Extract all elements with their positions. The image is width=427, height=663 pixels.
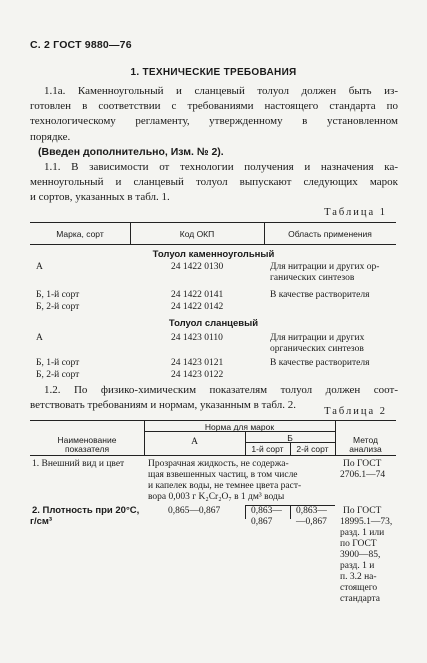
paragraph-line: и сортов, указанных в табл. 1. [30,191,170,204]
table-row-value: и капелек воды, не темнее цвета раст- [148,481,302,491]
table-1-caption: Таблица 1 [324,207,387,218]
paragraph-line: менноугольный и сланцевый толуол выпускают следующих марок [30,176,398,189]
table-row-method: разд. 1 и [340,561,375,571]
section-title: 1. ТЕХНИЧЕСКИЕ ТРЕБОВАНИЯ [130,67,297,78]
table-row-value-b2: —0,867 [296,517,327,527]
table-row-value-b1: 0,867 [251,517,273,527]
table-row-code: 24 1422 0130 [171,262,224,272]
table-1-group-coal: Толуол каменноугольный [152,249,275,260]
table-row-method: по ГОСТ [340,539,377,549]
table-row-code: 24 1422 0141 [171,290,224,300]
table-2-header-b: Б [287,433,293,443]
table-row-value-b2: 0,863— [296,506,327,516]
paragraph-1-1 [30,160,398,206]
table-2-header-a: А [191,437,198,447]
table-row-method: п. 3.2 на- [340,572,377,582]
table-row-use: В качестве растворителя [270,358,370,368]
table-row-value: щая взвешенных частиц, в том числе [148,470,298,480]
table-2-header-name: показателя [64,444,110,454]
table-rule [30,244,396,245]
table-divider [245,505,246,519]
table-2-header-method: анализа [349,444,382,454]
table-row-method: разд. 1 или [340,528,385,538]
table-row-grade: А [36,262,43,272]
table-row-name: 1. Внешний вид и цвет [32,459,125,469]
paragraph-line: готовлен в соответствии с требованиями настоящего стандарта по [30,100,398,113]
table-1-header-use: Область применения [288,229,372,239]
page-header: С. 2 ГОСТ 9880—76 [30,39,132,51]
table-rule [30,222,396,223]
table-row-code: 24 1423 0110 [171,333,223,343]
paragraph-1-1a [30,84,398,145]
introduced-note: (Введен дополнительно, Изм. № 2). [38,146,224,158]
paragraph-line: ветствовать требованиям и нормам, указанным в табл. 2. [30,399,296,412]
table-row-use: органических синтезов [270,344,364,354]
table-row-method: По ГОСТ [343,459,382,469]
table-row-use: Для нитрации и других [270,333,365,343]
table-row-value-b1: 0,863— [251,506,282,516]
table-row-grade: Б, 1-й сорт [36,358,80,368]
table-row-value: Прозрачная жидкость, не содержа- [148,459,289,469]
table-rule [30,420,396,421]
table-row-method: стандарта [340,594,380,604]
table-row-value: вора 0,003 г K₂Cr₂O₇ в 1 дм³ воды [148,492,285,502]
table-2-header-b1: 1-й сорт [251,444,284,454]
table-row-grade: А [36,333,43,343]
table-row-code: 24 1423 0122 [171,370,224,380]
table-row-method: 3900—85, [340,550,381,560]
table-row-name: г/см³ [30,516,53,527]
table-2-header-norm: Норма для марок [204,422,275,432]
table-row-use: В качестве растворителя [270,290,370,300]
paragraph-line: порядке. [30,130,71,143]
paragraph-line: 1.1. В зависимости от технологии получения и назначения ка- [44,161,398,173]
table-1-header-code: Код ОКП [179,229,215,239]
table-row-name: 2. Плотность при 20°С, [32,505,140,516]
table-row-method: 18995.1—73, [340,517,393,527]
table-row-method: стоящего [340,583,378,593]
table-row-use: ганических синтезов [270,273,355,283]
table-row-code: 24 1423 0121 [171,358,224,368]
table-row-grade: Б, 2-й сорт [36,370,80,380]
table-row-use: Для нитрации и других ор- [270,262,380,272]
table-row-code: 24 1422 0142 [171,302,224,312]
paragraph-line: 1.1а. Каменноугольный и сланцевый толуол должен быть из- [44,85,398,97]
table-2-caption: Таблица 2 [324,406,387,417]
paragraph-line: 1.2. По физико-химическим показателям толуол должен соот- [44,384,398,396]
table-row-grade: Б, 2-й сорт [36,302,80,312]
paragraph-line: технологическому регламенту, утвержденному в установленном [30,115,398,128]
table-2-header-method: Метод [353,435,378,445]
table-row-grade: Б, 1-й сорт [36,290,80,300]
table-divider [290,505,291,519]
table-2-header-b2: 2-й сорт [296,444,329,454]
table-1-group-shale: Толуол сланцевый [168,318,259,329]
table-rule [30,455,396,456]
table-row-value-a: 0,865—0,867 [168,506,221,516]
table-row-method: По ГОСТ [343,506,382,516]
table-2-header-name: Наименование [57,435,117,445]
table-row-method: 2706.1—74 [340,470,386,480]
table-1-header-grade: Марка, сорт [56,229,104,239]
